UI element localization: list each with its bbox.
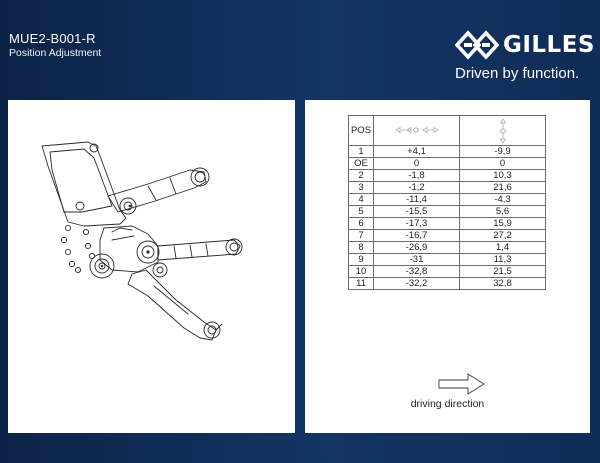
horizontal-cell: -11,4	[374, 194, 460, 206]
pos-cell: 10	[349, 266, 374, 278]
mounting-plate	[42, 142, 126, 226]
vertical-cell: -9,9	[460, 146, 546, 158]
table-row	[349, 158, 546, 170]
horizontal-cell: -26,9	[374, 242, 460, 254]
pos-cell: 5	[349, 206, 374, 218]
vertical-header	[460, 116, 546, 146]
horizontal-cell: -32,2	[374, 278, 460, 290]
vertical-cell: 32,8	[460, 278, 546, 290]
table-row	[349, 206, 546, 218]
gilles-logo-icon	[455, 30, 499, 60]
horizontal-cell: -1,2	[374, 182, 460, 194]
vertical-cell: 15,9	[460, 218, 546, 230]
brand-block	[455, 30, 595, 82]
vertical-cell: 21,6	[460, 182, 546, 194]
horizontal-cell: 0	[374, 158, 460, 170]
pos-cell: 2	[349, 170, 374, 182]
horizontal-cell: -16,7	[374, 230, 460, 242]
horizontal-header	[374, 116, 460, 146]
pos-cell: 3	[349, 182, 374, 194]
pos-cell: 1	[349, 146, 374, 158]
rearset-drawing-icon	[8, 100, 295, 433]
table-row	[349, 254, 546, 266]
table-row	[349, 278, 546, 290]
pos-cell: OE	[349, 158, 374, 170]
horizontal-cell: -15,5	[374, 206, 460, 218]
horizontal-cell: -32,8	[374, 266, 460, 278]
drawing-panel	[8, 100, 295, 433]
pos-cell: 8	[349, 242, 374, 254]
pos-cell: 9	[349, 254, 374, 266]
pos-cell: 4	[349, 194, 374, 206]
driving-direction-label: driving direction	[410, 398, 485, 410]
lower-lever	[128, 270, 216, 340]
vertical-cell: 21,5	[460, 266, 546, 278]
table-header-row	[349, 116, 546, 146]
brand-name: GILLES	[502, 32, 595, 58]
vertical-cell: 27,2	[460, 230, 546, 242]
table-row	[349, 230, 546, 242]
brand-tagline: Driven by function.	[455, 65, 580, 82]
page-subtitle: Position Adjustment	[9, 47, 102, 59]
vertical-arrows-icon	[498, 118, 508, 144]
pos-cell: 11	[349, 278, 374, 290]
horizontal-cell: -1,8	[374, 170, 460, 182]
title-block	[9, 31, 101, 60]
vertical-cell: 5,6	[460, 206, 546, 218]
table-row	[349, 242, 546, 254]
position-table	[348, 115, 546, 290]
horizontal-cell: -17,3	[374, 218, 460, 230]
table-row	[349, 182, 546, 194]
table-row	[349, 146, 546, 158]
vertical-cell: 10,3	[460, 170, 546, 182]
horizontal-cell: +4,1	[374, 146, 460, 158]
vertical-cell: 0	[460, 158, 546, 170]
pos-cell: 6	[349, 218, 374, 230]
table-panel	[305, 100, 590, 433]
vertical-cell: -4,3	[460, 194, 546, 206]
product-code: MUE2-B001-R	[9, 31, 96, 46]
vertical-cell: 11,3	[460, 254, 546, 266]
footpeg	[158, 240, 240, 260]
horizontal-cell: -31	[374, 254, 460, 266]
table-row	[349, 194, 546, 206]
horizontal-arrows-icon	[395, 126, 439, 134]
table-row	[349, 170, 546, 182]
table-row	[349, 218, 546, 230]
table-row	[349, 266, 546, 278]
pos-cell: 7	[349, 230, 374, 242]
vertical-cell: 1,4	[460, 242, 546, 254]
right-arrow-outline-icon	[438, 372, 486, 396]
pos-header: POS	[349, 116, 374, 146]
